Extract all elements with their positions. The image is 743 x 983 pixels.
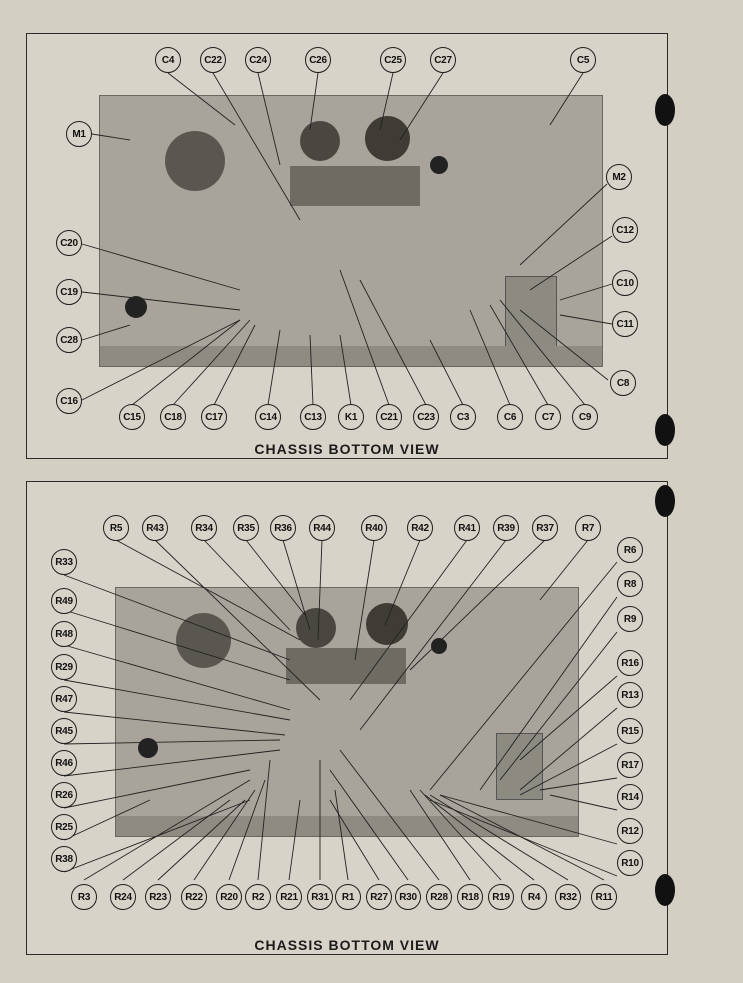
callout-r8: R8 <box>617 571 643 597</box>
callout-c23: C23 <box>413 404 439 430</box>
callout-r42: R42 <box>407 515 433 541</box>
callout-c24: C24 <box>245 47 271 73</box>
callout-r13: R13 <box>617 682 643 708</box>
callout-r41: R41 <box>454 515 480 541</box>
callout-c12: C12 <box>612 217 638 243</box>
callout-c5: C5 <box>570 47 596 73</box>
callout-r40: R40 <box>361 515 387 541</box>
callout-c17: C17 <box>201 404 227 430</box>
callout-r16: R16 <box>617 650 643 676</box>
callout-r9: R9 <box>617 606 643 632</box>
binder-hole <box>655 485 675 517</box>
callout-r39: R39 <box>493 515 519 541</box>
callout-c16: C16 <box>56 388 82 414</box>
callout-r23: R23 <box>145 884 171 910</box>
callout-r47: R47 <box>51 686 77 712</box>
callout-r14: R14 <box>617 784 643 810</box>
callout-c18: C18 <box>160 404 186 430</box>
callout-r34: R34 <box>191 515 217 541</box>
callout-c11: C11 <box>612 311 638 337</box>
callout-r26: R26 <box>51 782 77 808</box>
chassis-photo <box>99 95 603 367</box>
callout-r36: R36 <box>270 515 296 541</box>
callout-r12: R12 <box>617 818 643 844</box>
chassis-photo <box>115 587 579 837</box>
callout-r2: R2 <box>245 884 271 910</box>
callout-c25: C25 <box>380 47 406 73</box>
callout-r44: R44 <box>309 515 335 541</box>
callout-c22: C22 <box>200 47 226 73</box>
callout-m1: M1 <box>66 121 92 147</box>
callout-r37: R37 <box>532 515 558 541</box>
callout-c4: C4 <box>155 47 181 73</box>
callout-c9: C9 <box>572 404 598 430</box>
callout-c8: C8 <box>610 370 636 396</box>
callout-c15: C15 <box>119 404 145 430</box>
callout-r35: R35 <box>233 515 259 541</box>
callout-c7: C7 <box>535 404 561 430</box>
callout-c27: C27 <box>430 47 456 73</box>
callout-r31: R31 <box>307 884 333 910</box>
callout-r18: R18 <box>457 884 483 910</box>
callout-k1: K1 <box>338 404 364 430</box>
callout-r43: R43 <box>142 515 168 541</box>
callout-r21: R21 <box>276 884 302 910</box>
callout-r19: R19 <box>488 884 514 910</box>
binder-hole <box>655 94 675 126</box>
callout-c21: C21 <box>376 404 402 430</box>
diagram-caption: CHASSIS BOTTOM VIEW <box>254 937 440 953</box>
callout-r48: R48 <box>51 621 77 647</box>
callout-c6: C6 <box>497 404 523 430</box>
callout-r22: R22 <box>181 884 207 910</box>
callout-c26: C26 <box>305 47 331 73</box>
binder-hole <box>655 874 675 906</box>
callout-r1: R1 <box>335 884 361 910</box>
callout-r46: R46 <box>51 750 77 776</box>
callout-r10: R10 <box>617 850 643 876</box>
diagram-caption: CHASSIS BOTTOM VIEW <box>254 441 440 457</box>
callout-r4: R4 <box>521 884 547 910</box>
callout-r6: R6 <box>617 537 643 563</box>
callout-r3: R3 <box>71 884 97 910</box>
callout-m2: M2 <box>606 164 632 190</box>
callout-r15: R15 <box>617 718 643 744</box>
callout-r17: R17 <box>617 752 643 778</box>
callout-c19: C19 <box>56 279 82 305</box>
callout-r27: R27 <box>366 884 392 910</box>
callout-c20: C20 <box>56 230 82 256</box>
callout-r20: R20 <box>216 884 242 910</box>
callout-r24: R24 <box>110 884 136 910</box>
callout-r7: R7 <box>575 515 601 541</box>
callout-r32: R32 <box>555 884 581 910</box>
callout-c13: C13 <box>300 404 326 430</box>
callout-c3: C3 <box>450 404 476 430</box>
callout-r38: R38 <box>51 846 77 872</box>
callout-r11: R11 <box>591 884 617 910</box>
callout-c28: C28 <box>56 327 82 353</box>
callout-r5: R5 <box>103 515 129 541</box>
callout-r30: R30 <box>395 884 421 910</box>
callout-r33: R33 <box>51 549 77 575</box>
top-diagram-panel <box>26 33 668 459</box>
callout-r45: R45 <box>51 718 77 744</box>
callout-c10: C10 <box>612 270 638 296</box>
callout-r28: R28 <box>426 884 452 910</box>
callout-c14: C14 <box>255 404 281 430</box>
callout-r25: R25 <box>51 814 77 840</box>
callout-r29: R29 <box>51 654 77 680</box>
callout-r49: R49 <box>51 588 77 614</box>
